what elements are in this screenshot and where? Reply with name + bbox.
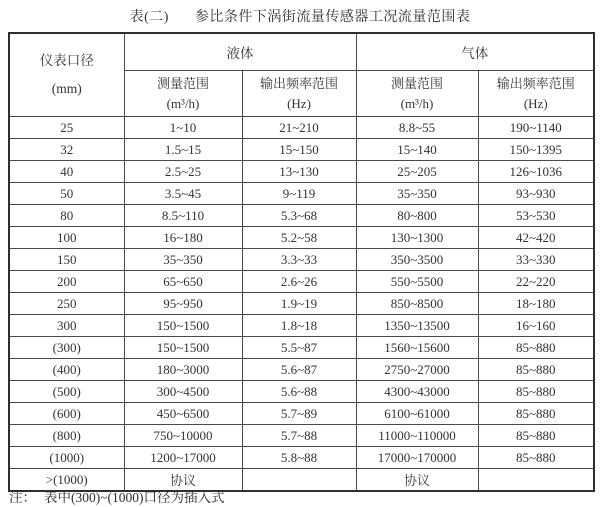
header-group-liquid: 液体: [124, 33, 356, 71]
cell-liquid-freq-range: 13~130: [242, 161, 356, 183]
cell-diameter: 250: [9, 293, 124, 315]
flow-range-table: [8, 32, 595, 492]
cell-liquid-measure-range: 1200~17000: [124, 447, 242, 469]
cell-liquid-measure-range: 16~180: [124, 227, 242, 249]
cell-liquid-measure-range: 协议: [124, 469, 242, 492]
cell-liquid-freq-range: 5.7~89: [242, 403, 356, 425]
cell-gas-measure-range: 35~350: [356, 183, 478, 205]
table-footnote: [9, 486, 225, 506]
cell-diameter: (800): [9, 425, 124, 447]
cell-liquid-measure-range: 95~950: [124, 293, 242, 315]
table-row: [9, 249, 594, 271]
cell-liquid-measure-range: 8.5~110: [124, 205, 242, 227]
cell-diameter: >(1000): [9, 469, 124, 492]
cell-gas-measure-range: 25~205: [356, 161, 478, 183]
header-gas-measure-unit: (m³/h): [400, 95, 434, 111]
cell-diameter: 200: [9, 271, 124, 293]
cell-liquid-freq-range: 1.9~19: [242, 293, 356, 315]
cell-liquid-freq-range: 3.3~33: [242, 249, 356, 271]
header-liquid-measure-label: 测量范围: [156, 75, 209, 91]
cell-gas-measure-range: 协议: [356, 469, 478, 492]
cell-liquid-freq-range: 5.7~88: [242, 425, 356, 447]
table-row: [9, 227, 594, 249]
cell-diameter: 150: [9, 249, 124, 271]
cell-liquid-measure-range: 450~6500: [124, 403, 242, 425]
cell-liquid-freq-range: 5.3~68: [242, 205, 356, 227]
table-row: [9, 183, 594, 205]
cell-liquid-freq-range: 21~210: [242, 117, 356, 139]
cell-gas-freq-range: 150~1395: [478, 139, 594, 161]
table-row: [9, 425, 594, 447]
cell-gas-freq-range: 85~880: [478, 425, 594, 447]
cell-gas-measure-range: 2750~27000: [356, 359, 478, 381]
table-row: [9, 293, 594, 315]
header-gas-freq-unit: (Hz): [523, 95, 548, 111]
table-row: [9, 161, 594, 183]
cell-liquid-freq-range: 9~119: [242, 183, 356, 205]
cell-gas-freq-range: 85~880: [478, 403, 594, 425]
cell-diameter: 300: [9, 315, 124, 337]
cell-liquid-freq-range: 2.6~26: [242, 271, 356, 293]
table-row: [9, 403, 594, 425]
cell-gas-freq-range: [478, 469, 594, 492]
cell-gas-freq-range: 85~880: [478, 381, 594, 403]
cell-liquid-measure-range: 180~3000: [124, 359, 242, 381]
header-group-row: [9, 33, 594, 71]
table-body: [9, 117, 594, 492]
cell-gas-measure-range: 8.8~55: [356, 117, 478, 139]
header-gas-freq-label: 输出频率范围: [496, 75, 575, 91]
cell-diameter: 50: [9, 183, 124, 205]
cell-gas-freq-range: 42~420: [478, 227, 594, 249]
cell-gas-freq-range: 85~880: [478, 447, 594, 469]
cell-diameter: (1000): [9, 447, 124, 469]
cell-gas-measure-range: 350~3500: [356, 249, 478, 271]
cell-diameter: 100: [9, 227, 124, 249]
cell-liquid-freq-range: 5.6~88: [242, 381, 356, 403]
cell-liquid-freq-range: 15~150: [242, 139, 356, 161]
cell-gas-measure-range: 850~8500: [356, 293, 478, 315]
cell-gas-freq-range: 16~160: [478, 315, 594, 337]
cell-liquid-measure-range: 1.5~15: [124, 139, 242, 161]
cell-gas-freq-range: 18~180: [478, 293, 594, 315]
table-title-text: 参比条件下涡街流量传感器工况流量范围表: [194, 10, 471, 25]
cell-liquid-measure-range: 3.5~45: [124, 183, 242, 205]
cell-gas-freq-range: 126~1036: [478, 161, 594, 183]
table-row: [9, 381, 594, 403]
table-row: [9, 447, 594, 469]
header-liquid-measure-range: [124, 71, 242, 117]
header-liquid-freq-range: [242, 71, 356, 117]
table-row: [9, 315, 594, 337]
cell-diameter: 25: [9, 117, 124, 139]
cell-liquid-measure-range: 750~10000: [124, 425, 242, 447]
cell-liquid-freq-range: 5.2~58: [242, 227, 356, 249]
cell-gas-measure-range: 80~800: [356, 205, 478, 227]
cell-gas-measure-range: 4300~43000: [356, 381, 478, 403]
header-liquid-freq-unit: (Hz): [287, 95, 311, 111]
cell-liquid-freq-range: 5.8~88: [242, 447, 356, 469]
cell-gas-measure-range: 11000~110000: [356, 425, 478, 447]
cell-gas-measure-range: 1350~13500: [356, 315, 478, 337]
footnote-prefix: 注：: [9, 490, 36, 505]
header-gas-measure-range: [356, 71, 478, 117]
cell-liquid-measure-range: 1~10: [124, 117, 242, 139]
cell-liquid-measure-range: 150~1500: [124, 337, 242, 359]
cell-diameter: (500): [9, 381, 124, 403]
table-row: [9, 337, 594, 359]
header-diameter: [9, 33, 124, 117]
cell-diameter: 80: [9, 205, 124, 227]
cell-liquid-measure-range: 300~4500: [124, 381, 242, 403]
cell-gas-freq-range: 85~880: [478, 359, 594, 381]
header-diameter-unit: (mm): [51, 81, 82, 96]
cell-gas-measure-range: 15~140: [356, 139, 478, 161]
cell-gas-freq-range: 93~930: [478, 183, 594, 205]
header-liquid-freq-label: 输出频率范围: [259, 75, 338, 91]
cell-liquid-measure-range: 150~1500: [124, 315, 242, 337]
table-row: [9, 271, 594, 293]
cell-liquid-measure-range: 35~350: [124, 249, 242, 271]
cell-gas-freq-range: 85~880: [478, 337, 594, 359]
table-row: [9, 139, 594, 161]
cell-gas-freq-range: 53~530: [478, 205, 594, 227]
cell-gas-measure-range: 17000~170000: [356, 447, 478, 469]
cell-diameter: 32: [9, 139, 124, 161]
header-gas-freq-range: [478, 71, 594, 117]
cell-diameter: (400): [9, 359, 124, 381]
cell-liquid-freq-range: 5.6~87: [242, 359, 356, 381]
cell-diameter: (600): [9, 403, 124, 425]
header-gas-measure-label: 测量范围: [390, 75, 443, 91]
cell-diameter: (300): [9, 337, 124, 359]
cell-gas-measure-range: 1560~15600: [356, 337, 478, 359]
cell-gas-measure-range: 550~5500: [356, 271, 478, 293]
cell-gas-freq-range: 33~330: [478, 249, 594, 271]
cell-gas-freq-range: 190~1140: [478, 117, 594, 139]
header-liquid-measure-unit: (m³/h): [166, 95, 200, 111]
cell-liquid-measure-range: 2.5~25: [124, 161, 242, 183]
header-diameter-label: 仪表口径: [39, 53, 94, 68]
cell-liquid-measure-range: 65~650: [124, 271, 242, 293]
table-row: [9, 117, 594, 139]
table-title: [0, 6, 600, 26]
cell-liquid-freq-range: 1.8~18: [242, 315, 356, 337]
table-number-label: 表(二): [129, 10, 169, 25]
header-group-gas: 气体: [356, 33, 594, 71]
cell-gas-measure-range: 130~1300: [356, 227, 478, 249]
cell-liquid-freq-range: 5.5~87: [242, 337, 356, 359]
cell-gas-measure-range: 6100~61000: [356, 403, 478, 425]
table-row: [9, 205, 594, 227]
cell-gas-freq-range: 22~220: [478, 271, 594, 293]
cell-diameter: 40: [9, 161, 124, 183]
footnote-text: 表中(300)~(1000)口径为插入式: [44, 490, 225, 505]
table-row: [9, 359, 594, 381]
cell-liquid-freq-range: [242, 469, 356, 492]
